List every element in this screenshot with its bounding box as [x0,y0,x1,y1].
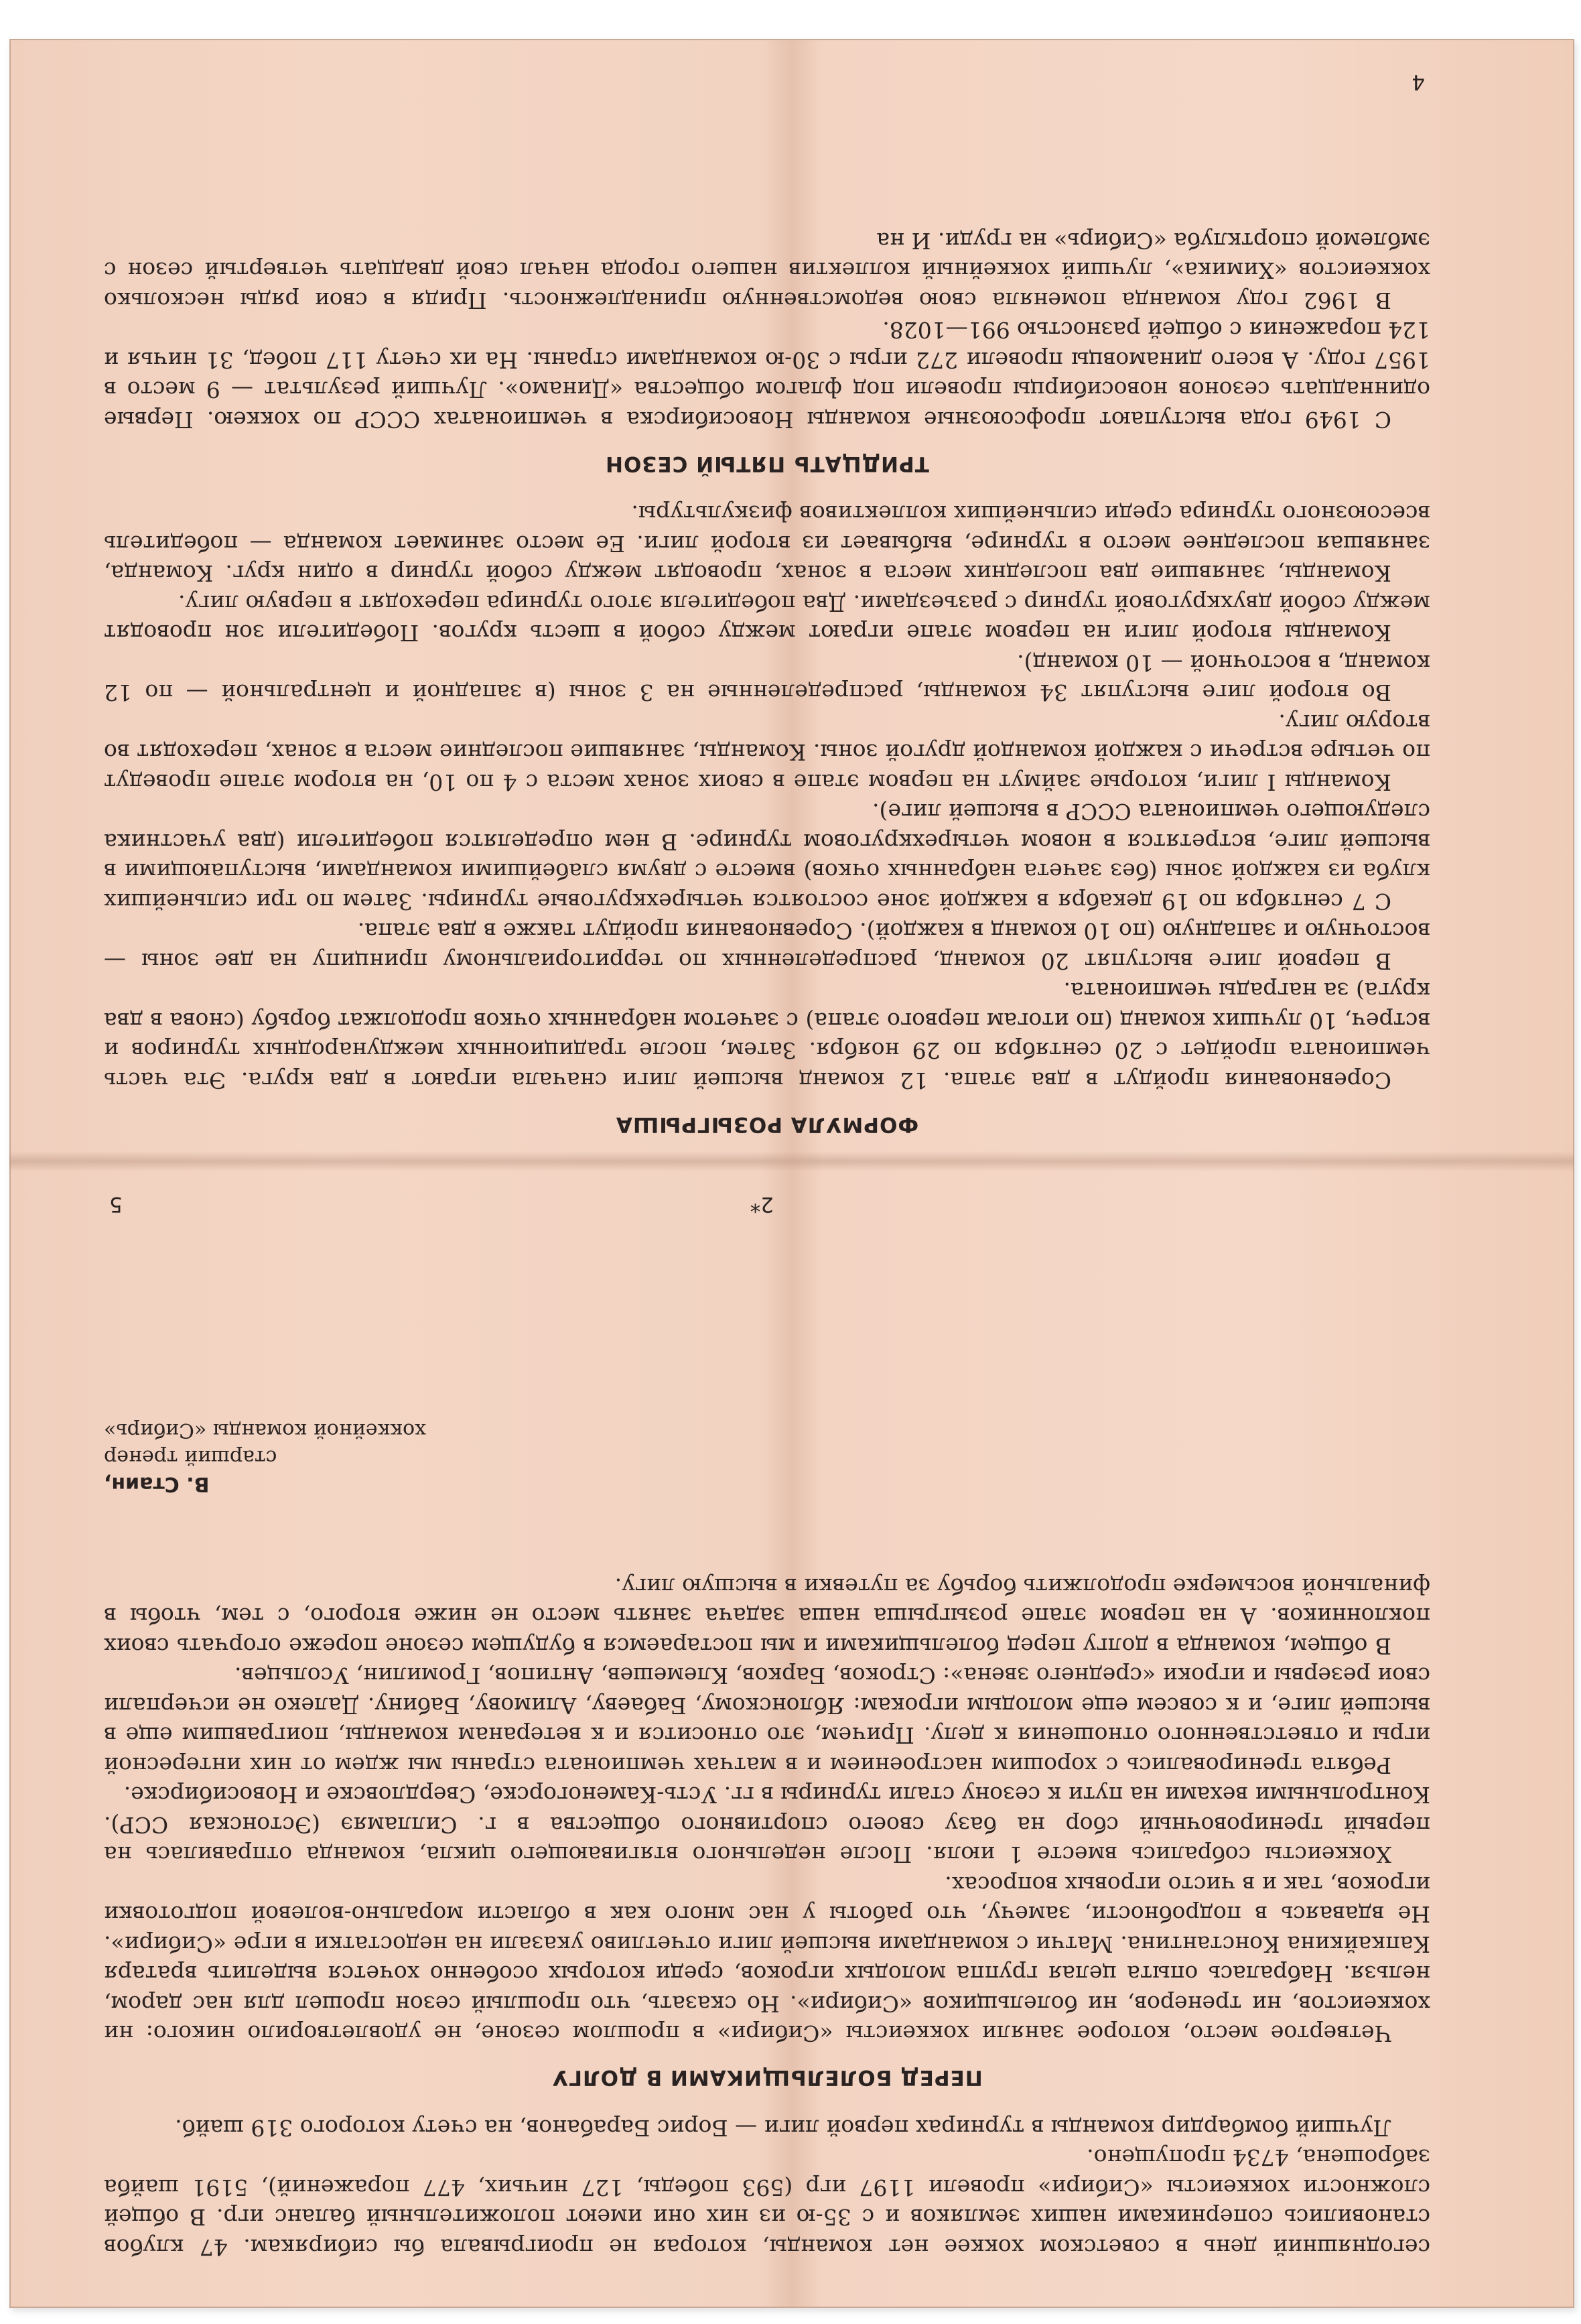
paragraph: В общем, команда в долгу перед болельщиками и мы постараемся в будущем сезоне пореже огорчать своих поклонников. А на первом этапе розыгрыша наша задача занять место не ниже второго, с тем, чтобы в финальной восьмерке продолжить борьбу за путевки в высшую лигу. [104,1573,1430,1659]
signature-name: В. Стаин, [104,1472,210,1496]
paragraph: С 1949 года выступают профсоюзные команды Новосибирска в чемпионатах СССР по хоккею. Первые одиннадцать сезонов новосибирцы провели под флагом общества «Динамо». Лучший результат — 9 место в 1957 году. А всего динамовцы провели 272 игры с 30-ю командами страны. На их счету 117 побед, 31 ничья и 124 поражения с общей разностью 991—1028. [104,317,1430,433]
signature-block [104,1417,1430,1498]
section-title-formula: ФОРМУЛА РОЗЫГРЫША [615,1112,919,1137]
paragraph: Хоккеисты собрались вместе 1 июля. После недельного втягивающего цикла, команда отправилась на первый тренировочный сбор на базу своего спортивного общества в г. Силламяэ (Эстонская ССР). Контрольными вехами на пути к сезону стали турниры в гг. Усть-Каменогорске, Свердловске и Новосибирске. [104,1782,1430,1868]
paragraph: Команды, занявшие два последних места в зонах, проводят между собой турнир в один круг. Команда, занявшая последнее место в турнире, выбывает из второй лиги. Ее место занимает команда — победитель всесоюзного турнира среди сильнейших коллективов физкультуры. [104,501,1430,587]
center-fold [9,1151,1574,1171]
signature-mark: 2* [750,1192,774,1217]
paragraph: В 1962 году команда поменяла свою ведомственную принадлежность. Придя в свои ряды несколько хоккеистов «Химика», лучший хоккейный коллектив нашего города начал свой двадцать четвертый сезон с эмблемой спортклуба «Сибирь» на груди. И на [104,228,1430,314]
section-title-debt: ПЕРЕД БОЛЕЛЬЩИКАМИ В ДОЛГУ [551,2065,983,2090]
signature-role: старший тренер [104,1445,277,1470]
paragraph: В первой лиге выступят 20 команд, распределенных по территориальному принципу на две зоны — восточную и западную (по 10 команд в каждой). Соревнования пройдут также в два этапа. [104,918,1430,974]
paragraph: сегодняшний день в советском хоккее нет команды, которая не проигрывала бы сибирякам. 47 клубов становились соперниками наших земляков и с 35-ю из них они имеют положительный баланс игр. В общей сложности хоккеисты «Сибири» провели 1197 игр (593 победы, 127 ничьих, 477 поражений), 5191 шайба заброшена, 4734 пропущено. [104,2144,1430,2260]
signature-role-team: хоккейной команды «Сибирь» [104,1419,426,1443]
paragraph: Соревнования пройдут в два этапа. 12 команд высшей лиги сначала играют в два круга. Эта часть чемпионата пройдет с 20 сентября по 29 ноября. Затем, после традиционных международных турниров и встреч, 10 лучших команд (по итогам первого этапа) с зачетом набранных очков продолжат борьбу (снова в два круга) за награды чемпионата. [104,978,1430,1094]
paragraph: Команды второй лиги на первом этапе играют между собой в шесть кругов. Победители зон проводят между собой двухкруговой турнир с разъездами. Два победителя этого турнира переходят в первую лигу. [104,590,1430,647]
page-5 [104,1192,1430,2262]
paragraph: Четвертое место, которое заняли хоккеисты «Сибири» в прошлом сезоне, не удовлетворило никого: ни хоккеистов, ни тренеров, ни болельщиков «Сибири». Но сказать, что прошлый сезон прошел для нас даром, нельзя. Набралась опыта целая группа молодых игроков, среди которых особенно хочется выделить вратаря Капкайкина Константина. Матчи с командами высшей лиги отчетливо указали на недостатки в игре «Сибири». Не вдаваясь в подробности, замечу, что работы у нас много как в области морально-волевой подготовки игроков, так и в чисто игровых вопросах. [104,1872,1430,2047]
paragraph: Лучший бомбардир команды в турнирах первой лиги — Борис Барабанов, на счету которого 319 шайб. [175,2115,1391,2141]
page-number: 5 [109,1192,123,1217]
paragraph: С 7 сентября по 19 декабря в каждой зоне состоятся четырехкруговые турниры. Затем по три сильнейших клуба из каждой зоны (без зачета набранных очков) вместе с двумя слабейшими командами, выступающими в высшей лиге, встретятся в новом четырехкруговом турнире. В нем определятся победители (два участника следующего чемпионата СССР в высшей лиге). [104,799,1430,915]
page-4 [104,70,1430,1139]
paragraph: Команды I лиги, которые займут на первом этапе в своих зонах места с 4 по 10, на втором этапе проведут по четыре встречи с каждой командой другой зоны. Команды, занявшие последние места в зонах, переходят во вторую лигу. [104,710,1430,795]
paragraph: Ребята тренировались с хорошим настроением и в матчах чемпионата страны мы ждем от них интересной игры и ответственного отношения к делу. Причем, это относится и к ветеранам команды, поигравшим еще в высшей лиге, и к совсем еще молодым игрокам: Яблонскому, Бабаеву, Алимову, Бабину. Далеко не исчерпали свои резервы и игроки «среднего звена»: Строков, Барков, Клемешев, Антипов, Громилин, Усольцев. [104,1663,1430,1779]
section-title-season: ТРИДЦАТЬ ПЯТЫЙ СЕЗОН [605,452,929,476]
page-number: 4 [1412,70,1425,94]
paragraph: Во второй лиге выступят 34 команды, распределенные на 3 зоны (в западной и центральной — по 12 команд, в восточной — 10 команд). [104,650,1430,706]
